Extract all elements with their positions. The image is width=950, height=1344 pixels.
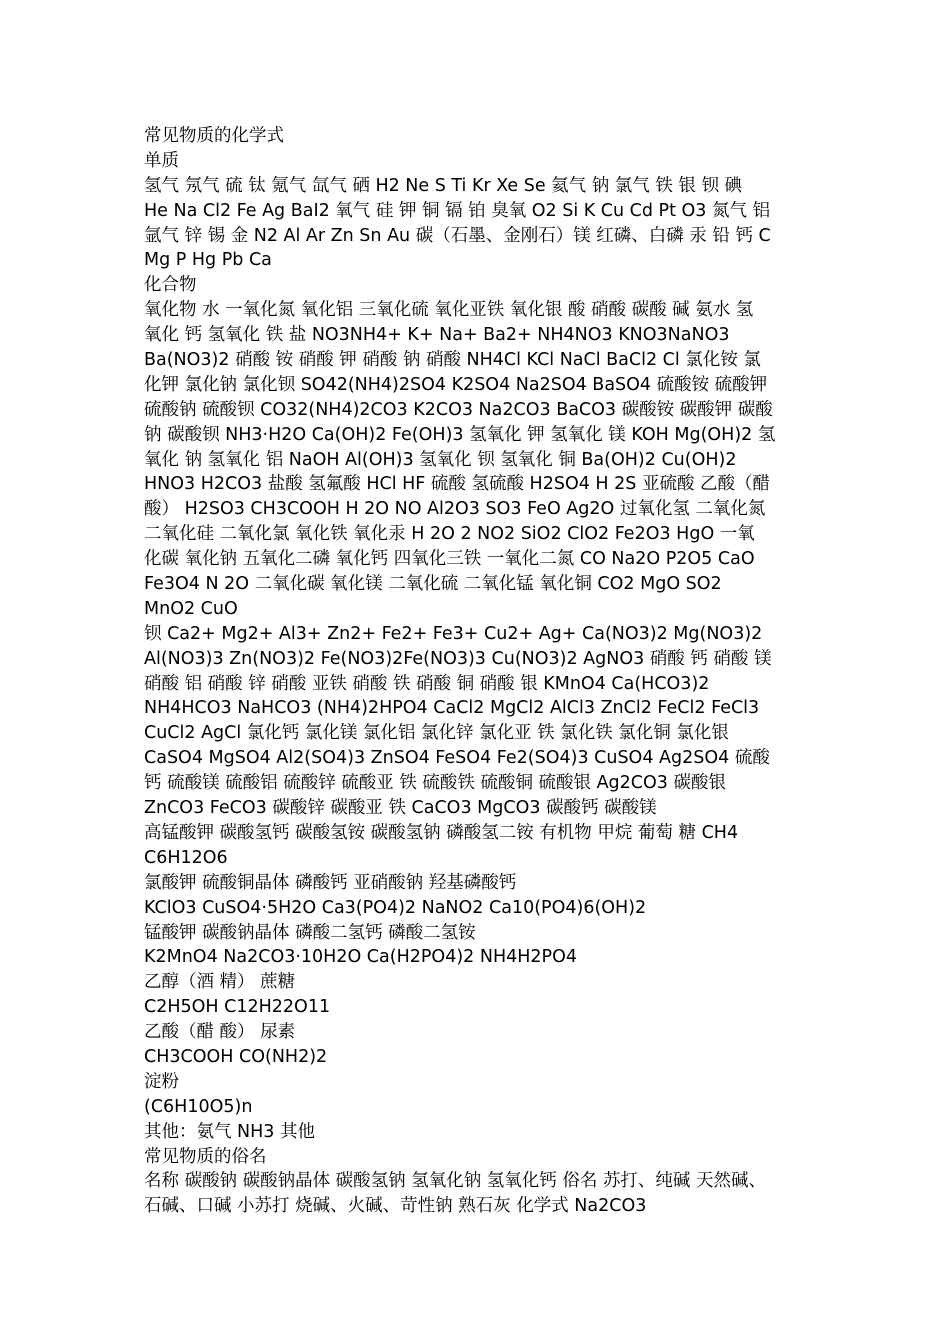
text-line: C2H5OH C12H22O11 [144,997,331,1018]
text-line: 氧化 钙 氢氧化 铁 盐 NO3NH4+ K+ Na+ Ba2+ NH4NO3 KNO3NaNO3 [144,325,730,346]
text-line: 常见物质的俗名 [144,1146,267,1167]
text-line: 化钾 氯化钠 氯化钡 SO42(NH4)2SO4 K2SO4 Na2SO4 BaSO4 硫酸铵 硫酸钾 [144,374,768,395]
text-line: 单质 [144,150,179,171]
text-line: 氧化物 水 一氧化氮 氧化铝 三氧化硫 氧化亚铁 氧化银 酸 硝酸 碳酸 碱 氨水 氢 [144,300,754,321]
text-line: 钙 硫酸镁 硫酸铝 硫酸锌 硫酸亚 铁 硫酸铁 硫酸铜 硫酸银 Ag2CO3 碳酸银 [144,773,726,794]
text-line: 乙醇（酒 精） 蔗糖 [144,972,296,993]
text-line: KClO3 CuSO4·5H2O Ca3(PO4)2 NaNO2 Ca10(PO4)6(OH)2 [144,897,647,918]
text-line: ZnCO3 FeCO3 碳酸锌 碳酸亚 铁 CaCO3 MgCO3 碳酸钙 碳酸镁 [144,798,657,819]
text-line: 二氧化硅 二氧化氯 氧化铁 氧化汞 H 2O 2 NO2 SiO2 ClO2 Fe2O3 HgO 一氧 [144,524,755,545]
text-line: 淀粉 [144,1071,179,1092]
text-line: K2MnO4 Na2CO3·10H2O Ca(H2PO4)2 NH4H2PO4 [144,947,577,968]
text-line: C6H12O6 [144,847,228,868]
text-line: 钠 碳酸钡 NH3·H2O Ca(OH)2 Fe(OH)3 氢氧化 钾 氢氧化 镁 KOH Mg(OH)2 氢 [144,424,776,445]
text-line: 常见物质的化学式 [144,126,284,146]
text-line: Fe3O4 N 2O 二氧化碳 氧化镁 二氧化硫 二氧化锰 氧化铜 CO2 MgO SO2 [144,574,722,595]
text-line: Ba(NO3)2 硝酸 铵 硝酸 钾 硝酸 钠 硝酸 NH4Cl KCl NaCl BaCl2 Cl 氯化铵 氯 [144,350,761,371]
text-line: Al(NO3)3 Zn(NO3)2 Fe(NO3)2Fe(NO3)3 Cu(NO3)2 AgNO3 硝酸 钙 硝酸 镁 [144,648,772,669]
text-line: 氢气 氖气 硫 钛 氪气 氙气 硒 H2 Ne S Ti Kr Xe Se 氦气 钠 氯气 铁 银 钡 碘 [144,175,743,196]
text-line: 高锰酸钾 碳酸氢钙 碳酸氢铵 碳酸氢钠 磷酸氢二铵 有机物 甲烷 葡萄 糖 CH4 [144,822,739,843]
text-line: 名称 碳酸钠 碳酸钠晶体 碳酸氢钠 氢氧化钠 氢氧化钙 俗名 苏打、纯碱 天然碱、 [144,1171,766,1192]
text-line: He Na Cl2 Fe Ag BaI2 氧气 硅 钾 铜 镉 铂 臭氧 O2 Si K Cu Cd Pt O3 氮气 铝 [144,200,771,221]
text-line: 石碱、口碱 小苏打 烧碱、火碱、苛性钠 熟石灰 化学式 Na2CO3 [144,1196,647,1217]
text-line: 化碳 氧化钠 五氧化二磷 氧化钙 四氧化三铁 一氧化二氮 CO Na2O P2O5 CaO [144,549,755,570]
text-line: CaSO4 MgSO4 Al2(SO4)3 ZnSO4 FeSO4 Fe2(SO4)3 CuSO4 Ag2SO4 硫酸 [144,748,770,769]
text-line: 钡 Ca2+ Mg2+ Al3+ Zn2+ Fe2+ Fe3+ Cu2+ Ag+ Ca(NO3)2 Mg(NO3)2 [144,623,763,644]
text-line: NH4HCO3 NaHCO3 (NH4)2HPO4 CaCl2 MgCl2 AlCl3 ZnCl2 FeCl2 FeCl3 [144,698,760,719]
text-line: 锰酸钾 碳酸钠晶体 磷酸二氢钙 磷酸二氢铵 [144,922,476,943]
text-line: HNO3 H2CO3 盐酸 氢氟酸 HCl HF 硫酸 氢硫酸 H2SO4 H 2S 亚硫酸 乙酸（醋 [144,474,771,495]
text-line: MnO2 CuO [144,598,238,619]
text-line: 乙酸（醋 酸） 尿素 [144,1022,296,1043]
text-line: 氩气 锌 锡 金 N2 Al Ar Zn Sn Au 碳（石墨、金刚石）镁 红磷、白磷 汞 铅 钙 C [144,225,771,246]
document-body [144,124,812,1219]
text-line: 硫酸钠 硫酸钡 CO32(NH4)2CO3 K2CO3 Na2CO3 BaCO3 碳酸铵 碳酸钾 碳酸 [144,399,773,420]
text-line: (C6H10O5)n [144,1096,253,1117]
text-line: CH3COOH CO(NH2)2 [144,1046,328,1067]
text-line: 氯酸钾 硫酸铜晶体 磷酸钙 亚硝酸钠 羟基磷酸钙 [144,872,517,893]
text-line: CuCl2 AgCl 氯化钙 氯化镁 氯化铝 氯化锌 氯化亚 铁 氯化铁 氯化铜 氯化银 [144,723,729,744]
text-line: Mg P Hg Pb Ca [144,250,272,271]
text-line: 化合物 [144,275,197,296]
text-line: 氧化 钠 氢氧化 铝 NaOH Al(OH)3 氢氧化 钡 氢氧化 铜 Ba(OH)2 Cu(OH)2 [144,449,737,470]
text-line: 硝酸 铝 硝酸 锌 硝酸 亚铁 硝酸 铁 硝酸 铜 硝酸 银 KMnO4 Ca(HCO3)2 [144,673,710,694]
text-line: 酸） H2SO3 CH3COOH H 2O NO Al2O3 SO3 FeO Ag2O 过氧化氢 二氧化氮 [144,499,766,520]
text-line: 其他：氨气 NH3 其他 [144,1121,316,1142]
